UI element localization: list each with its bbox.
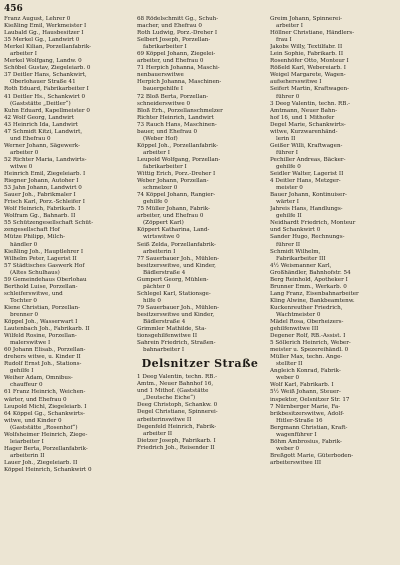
directory-entry-line: arbeiter I	[276, 23, 303, 30]
directory-entry-line: Amtmann, Neuer Bahn-	[270, 107, 338, 114]
directory-entry-line: 79 Sauerbauer Joh., Mühlen-	[137, 304, 220, 311]
directory-entry-line: fabrikarbeiter I	[143, 163, 187, 170]
directory-entry-line: „Deutsche Eiche“)	[143, 395, 196, 402]
directory-entry-line: Frisch Karl, Porz.-Schleifer I	[4, 199, 85, 206]
column-1	[4, 16, 130, 474]
directory-entry-line: Seidler Walter, Lagerist II	[270, 171, 344, 178]
directory-entry-line: arbeiter 0	[10, 149, 39, 156]
directory-entry-line: besitzerswitwe und Kinder,	[137, 311, 215, 318]
directory-entry-line: Wachtmeister 0	[276, 311, 321, 318]
directory-entry-line: und Schankwirt 0	[270, 227, 321, 234]
directory-entry-line: Roth Ludwig, Porz.-Dreher I	[137, 30, 218, 37]
directory-entry-line: Bloß Erh., Porzellanschmelzer	[137, 107, 223, 114]
directory-entry-line: arbeiterin I	[143, 248, 176, 255]
directory-entry-line: Grimmler Mathilde, Sta-	[137, 326, 207, 333]
directory-entry-line: meister 0	[276, 185, 303, 192]
directory-entry-line: Seiß Zelda, Porzellanfabrik-	[137, 241, 216, 248]
directory-entry-line: Wolfram Gg., Bahnarb. II	[4, 213, 76, 220]
directory-entry-line: 53 Jahn Johann, Landwirt 0	[4, 185, 82, 192]
directory-entry-line: bauer, und Ehefrau 0	[137, 128, 198, 135]
directory-entry-line: Neidhardt Friedrich, Monteur	[270, 220, 356, 227]
directory-entry-line: Gumpert Georg, Mühlen-	[137, 276, 209, 283]
directory-entry-line: weber 0	[276, 445, 300, 452]
directory-entry-line: Höllner Christiane, Händlers-	[270, 30, 355, 37]
directory-entry-line: Hitler-Straße 16	[276, 417, 323, 424]
directory-entry-line: Heinrich Emil, Ziegeleiarb. I	[4, 171, 86, 178]
directory-entry-line: arbeiter, und Ehefrau 0	[137, 213, 204, 220]
directory-entry-line: drehers witwe, u. Kinder II	[4, 354, 81, 361]
directory-entry-line: 5½ Weiß Johann, Steuer-	[270, 389, 341, 396]
directory-entry-line: Tochter 0	[10, 297, 37, 304]
directory-entry-line: Degel Marie, Schankwirts-	[270, 121, 346, 128]
directory-entry-line: Friedrich Joh., Reisender II	[137, 444, 215, 451]
directory-entry-line: Leupold Michl, Ziegeleiarb. I	[4, 403, 87, 410]
directory-entry-line: Köppert Katharina, Land-	[137, 227, 210, 234]
directory-entry-line: Bergmann Christian, Kraft-	[270, 424, 348, 431]
directory-entry-line: Schöbel Gustav, Ziegeleiarb. 0	[4, 65, 91, 72]
directory-entry-line: Selbert Joseph, Porzellan-	[137, 37, 211, 44]
directory-entry-line: wärter I	[276, 199, 300, 206]
directory-entry-line: Bädlerstraße 4	[143, 269, 186, 276]
directory-entry-line: Degel Christiane, Spinnerei-	[137, 409, 218, 416]
directory-entry-line: Berg Reinhold, Apotheker I	[270, 276, 348, 283]
directory-entry-line: Breßgott Marie, Güterboden-	[270, 452, 354, 459]
directory-entry-line: führer II	[276, 241, 301, 248]
directory-entry-line: pächter 0	[143, 283, 171, 290]
directory-entry-line: Köppel Heinrich, Schankwirt 0	[4, 467, 92, 473]
directory-entry-line: 72 Bloß Berta, Porzellan-	[137, 93, 209, 100]
directory-entry-line: bauergehilfe I	[143, 86, 183, 93]
directory-entry-line: führer I	[276, 149, 298, 156]
directory-entry-line: 52 Richter Maria, Landwirts-	[4, 156, 87, 163]
directory-entry-line: gehilfe I	[10, 368, 34, 375]
directory-entry-line: Weiher Adam, Omnibus-	[4, 375, 73, 382]
directory-entry-line: Großhändler, Bahnhofstr. 54	[270, 269, 351, 276]
directory-entry-line: weber 0	[276, 375, 300, 382]
directory-entry-line: Wilfeld Rosine, Porzellan-	[4, 333, 77, 340]
directory-entry-line: Leupold Wolfgang, Porzellan-	[137, 156, 221, 163]
directory-entry-line: Berthold Luise, Porzellan-	[4, 283, 78, 290]
directory-entry-line: chauffeur 0	[10, 382, 43, 389]
directory-entry-line: Lauer Joh., Ziegeleiarb. II	[4, 459, 78, 466]
directory-entry-line: Sauer Joh., Fabrikmaler I	[4, 192, 76, 199]
directory-entry-line: Jakobs Willy, Textilfabr. II	[270, 44, 343, 51]
directory-entry-line: und Ehefrau 0	[10, 135, 51, 142]
directory-entry-line: Weber Johann, Porzellan-	[137, 178, 209, 185]
directory-entry-line: Rosenhöfer Otto, Monteur I	[270, 58, 349, 65]
directory-entry-line: Oberlohauer Straße 41	[10, 79, 76, 86]
directory-entry-line: 55 Schützengesellschaft Schüt-	[4, 220, 94, 227]
directory-entry-line: und 1 Mithof. (Gaststätte	[137, 388, 209, 395]
directory-entry-line: Wolfsheimer Heinrich, Ziege-	[4, 431, 88, 438]
directory-entry-line: Richter Heinrich, Landwirt	[137, 114, 214, 121]
directory-entry-line: Lautenbach Joh., Fabrikarb. II	[4, 326, 90, 333]
directory-entry-line: Brunner Emm., Werkarb. 0	[270, 283, 347, 290]
directory-entry-line: Deeg Christoph, Schankw. 0	[137, 402, 218, 409]
directory-entry-line: wärter, und Ehefrau 0	[4, 396, 67, 403]
directory-entry-line: Franz August, Lehrer 0	[4, 16, 71, 22]
directory-entry-line: arbeiterin II	[10, 452, 45, 459]
directory-entry-line: Köppel Joh., Porzellanfabrik-	[137, 142, 218, 149]
directory-entry-line: arbeiterswitwe III	[270, 459, 322, 466]
directory-entry-line: Kuhn Eduard, Kapellmeister 0	[4, 107, 90, 114]
directory-entry-line: macher, und Ehefrau 0	[137, 23, 202, 30]
directory-entry-line: schleiferswitwe, und	[4, 290, 63, 297]
directory-entry-line: wirtswitwe 0	[143, 234, 180, 241]
directory-entry-line: händler 0	[10, 241, 38, 248]
directory-entry-line: Laubald Gg., Hausbesitzer I	[4, 30, 84, 37]
directory-entry-line: Wolf Karl, Fabrikarb. I	[270, 382, 334, 389]
directory-entry-line: 75 Müller Johann, Fabrik-	[137, 206, 210, 213]
directory-entry-line: Müller Max, techn. Ange-	[270, 354, 343, 361]
directory-entry-line: (Zöppert Karl)	[143, 220, 184, 227]
directory-entry-line: Sander Hugo, Rechnungs-	[270, 234, 345, 241]
column-2	[137, 16, 263, 452]
directory-entry-line: Seifert Martin, Kraftwagen-	[270, 86, 349, 93]
directory-entry-line: Wolf Heinrich, Fabrikarb. I	[4, 206, 81, 213]
directory-entry-line: 73 Rauch Hans, Maschinen-	[137, 121, 217, 128]
directory-entry-line: 57 Städtisches Gaswerk Hof	[4, 262, 85, 269]
directory-entry-line: Merkel Wolfgang, Landw. 0	[4, 58, 82, 65]
directory-entry-line: Kießling Joh., Hauptlehrer I	[4, 248, 84, 255]
directory-entry-line: leiarbeiter I	[10, 438, 44, 445]
directory-entry-line: Mädel Rosa, Oberheizers-	[270, 319, 344, 326]
directory-entry-line: arbeiter, und Ehefrau 0	[137, 58, 204, 65]
directory-entry-line: Fabrikarbeiter III	[276, 255, 326, 262]
directory-entry-line: hof 16, und 1 Mithofer	[270, 114, 335, 121]
directory-entry-line: arbeiter I	[143, 149, 170, 156]
directory-entry-line: arbeiter II	[143, 430, 173, 437]
directory-entry-line: Angleich Konrad, Fabrik-	[270, 368, 341, 375]
directory-entry-line: arbeiter I	[10, 51, 37, 58]
directory-entry-line: Degener Rolf, RB.-Assist. I	[270, 333, 346, 340]
directory-entry-line: 47 Schmidt Kitzi, Landwirt,	[4, 128, 83, 135]
directory-entry-line: gehilfe II	[276, 213, 302, 220]
directory-entry-line: (Gaststätte „Deitler“)	[10, 100, 71, 107]
directory-entry-line: Kuckenreuther Friedrich,	[270, 304, 343, 311]
directory-entry-line: 59 Gemeindehaus Oberlohau	[4, 276, 87, 283]
directory-entry-line: Bädlerstraße 4	[143, 319, 186, 326]
directory-entry-line: 42 Wolf Georg, Landwirt	[4, 114, 74, 121]
directory-entry-line: Merkel Kilian, Porzellanfabrik-	[4, 44, 92, 51]
directory-entry-line: (Gaststätte „Rosenhof“)	[10, 424, 78, 431]
directory-entry-line: zengesellschaft Hof	[4, 227, 60, 234]
directory-entry-line: 69 Köppel Johann, Ziegelei-	[137, 51, 216, 58]
directory-entry-line: inspektor, Oelsnitzer Str. 17	[270, 396, 350, 403]
directory-entry-line: (Weber Hof)	[143, 135, 178, 142]
directory-entry-line: schneiderswitwe 0	[137, 100, 191, 107]
directory-entry-line: Greim Johann, Spinnerei-	[270, 16, 343, 22]
column-3	[270, 16, 396, 467]
directory-entry-line: Dietzer Joseph, Fabrikarb. I	[137, 437, 216, 444]
directory-entry-line: Lang Franz, Eisenbahnarbeiter	[270, 290, 359, 297]
directory-entry-line: 68 Rödelschmitt Gg., Schuh-	[137, 16, 219, 22]
page-number: 456	[4, 4, 23, 14]
directory-entry-line: 71 Herpich Johanna, Maschi-	[137, 65, 220, 72]
directory-entry-line: 43 Heinrich Ida, Landwirt	[4, 121, 78, 128]
directory-entry-line: Kießling Emil, Werkmeister I	[4, 23, 87, 30]
directory-entry-line: 35 Merkel Gg., Landwirt 0	[4, 37, 80, 44]
directory-entry-line: Wittig Erich, Porz.-Dreher I	[137, 171, 216, 178]
directory-entry-line: Weigel Margarete, Wagen-	[270, 72, 346, 79]
directory-entry-line: Kiene Christian, Porzellan-	[4, 304, 80, 311]
directory-entry-line: frau I	[276, 37, 292, 44]
directory-entry-line: Sahrein Friedrich, Straßen-	[137, 340, 216, 347]
directory-entry-line: brenner 0	[10, 311, 39, 318]
directory-entry-line: Hager Berta, Porzellanfabrik-	[4, 445, 88, 452]
directory-entry-line: 4½ Weismanner Karl,	[270, 262, 332, 269]
directory-entry-line: 41 Deitler Hs., Schankwirt 0	[4, 93, 86, 100]
directory-entry-line: Lein Sophie, Fabrikarb. II	[270, 51, 344, 58]
directory-entry-line: nenbauerswitwe	[137, 72, 184, 79]
directory-entry-line: schmelzer 0	[143, 185, 178, 192]
directory-entry-line: wagenführer I	[276, 431, 317, 438]
directory-entry-line: Herpich Johanna, Maschinen-	[137, 79, 222, 86]
directory-entry-line: tionsgehilfenwitwe II	[137, 333, 198, 340]
directory-entry-line: Kling Alwine, Bankbeamtenw.	[270, 297, 355, 304]
directory-entry-line: 7 Nürnberger Marie, Fa-	[270, 403, 341, 410]
directory-entry-line: Rudolf Ernst Joh., Stations-	[4, 361, 82, 368]
directory-entry-line: Pechiller Andreas, Bäcker-	[270, 156, 346, 163]
directory-entry-line: Mütze Philipp, Milch-	[4, 234, 65, 241]
directory-entry-line: Schmidt Wilhelm,	[270, 248, 321, 255]
directory-entry-line: Riegner Johann, Autoher I	[4, 178, 79, 185]
directory-entry-line: Rößeld Karl, Webereiarb. I	[270, 65, 346, 72]
directory-entry-line: Amtm., Neuer Bahnhof 16,	[137, 381, 214, 388]
directory-entry-line: witwe 0	[10, 163, 33, 170]
directory-entry-line: brikbesitzerswitwe, Adolf-	[270, 410, 345, 417]
directory-entry-line: 37 Deitler Hans, Schankwirt,	[4, 72, 87, 79]
directory-entry-line: hilfe 0	[143, 297, 161, 304]
directory-entry-line: Wilhelm Peter, Lagerist II	[4, 255, 77, 262]
directory-entry-line: stellter II	[276, 361, 303, 368]
directory-entry-line: 5 Söllerich Heinrich, Weber-	[270, 340, 351, 347]
directory-entry-line: Köppel Joh., Wasserwart I	[4, 319, 78, 326]
street-heading: Delsnitzer Straße	[141, 357, 259, 371]
directory-entry-line: führer 0	[276, 93, 300, 100]
directory-entry-line: Bauer Johann, Kontinuiser-	[270, 192, 347, 199]
directory-entry-line: (Altes Schulhaus)	[10, 269, 60, 276]
directory-entry-line: gehilfenwitwe III	[270, 326, 319, 333]
directory-entry-line: 60 Johann Elisab., Porzellan-	[4, 347, 86, 354]
directory-entry-line: 4 Deitler Hans, Metzger-	[270, 178, 341, 185]
directory-entry-line: besitzerswitwe, und Kinder,	[137, 262, 216, 269]
directory-entry-line: lerin II	[276, 135, 296, 142]
directory-entry-line: malerswitwe I	[10, 340, 51, 347]
directory-entry-line: Roth Eduard, Fabrikarbeiter I	[4, 86, 89, 93]
directory-entry-line: witwe, Kurzwarenhänd-	[270, 128, 338, 135]
directory-entry-line: gehilfe 0	[143, 199, 168, 206]
directory-entry-line: meister u. Spezereihändl. 0	[270, 347, 349, 354]
directory-entry-line: 74 Köppel Johann, Rangier-	[137, 192, 216, 199]
directory-entry-line: 77 Sauerbauer Joh., Mühlen-	[137, 255, 220, 262]
directory-entry-line: Geißer Willi, Kraftwagen-	[270, 142, 343, 149]
directory-entry-line: 1 Deeg Valentin, techn. RB.-	[137, 374, 218, 381]
directory-entry-line: Jahreis Hans, Handlungs-	[270, 206, 343, 213]
directory-entry-line: fabrikarbeiter I	[143, 44, 187, 51]
directory-entry-line: Degenfeld Heinrich, Fabrik-	[137, 423, 217, 430]
directory-entry-line: 64 Köppel Gg., Schankwirts-	[4, 410, 85, 417]
directory-entry-line: arbeiterinswitwe II	[137, 416, 192, 423]
directory-entry-line: Schlegel Karl, Stationsge-	[137, 290, 211, 297]
directory-entry-line: aufsehersswitwe I	[270, 79, 322, 86]
directory-entry-line: witwe, und Kinder 0	[4, 417, 62, 424]
directory-entry-line: gehilfe 0	[276, 163, 301, 170]
directory-entry-line: 3 Deeg Valentin, techn. RB.-	[270, 100, 351, 107]
directory-entry-line: Werner Johann, Sägewerk-	[4, 142, 80, 149]
directory-entry-line: 61 Franz Heinrich, Weichen-	[4, 389, 86, 396]
directory-entry-line: bahnarbeiter I	[143, 347, 185, 354]
directory-entry-line: Böhm Ambrosius, Fabrik-	[270, 438, 342, 445]
